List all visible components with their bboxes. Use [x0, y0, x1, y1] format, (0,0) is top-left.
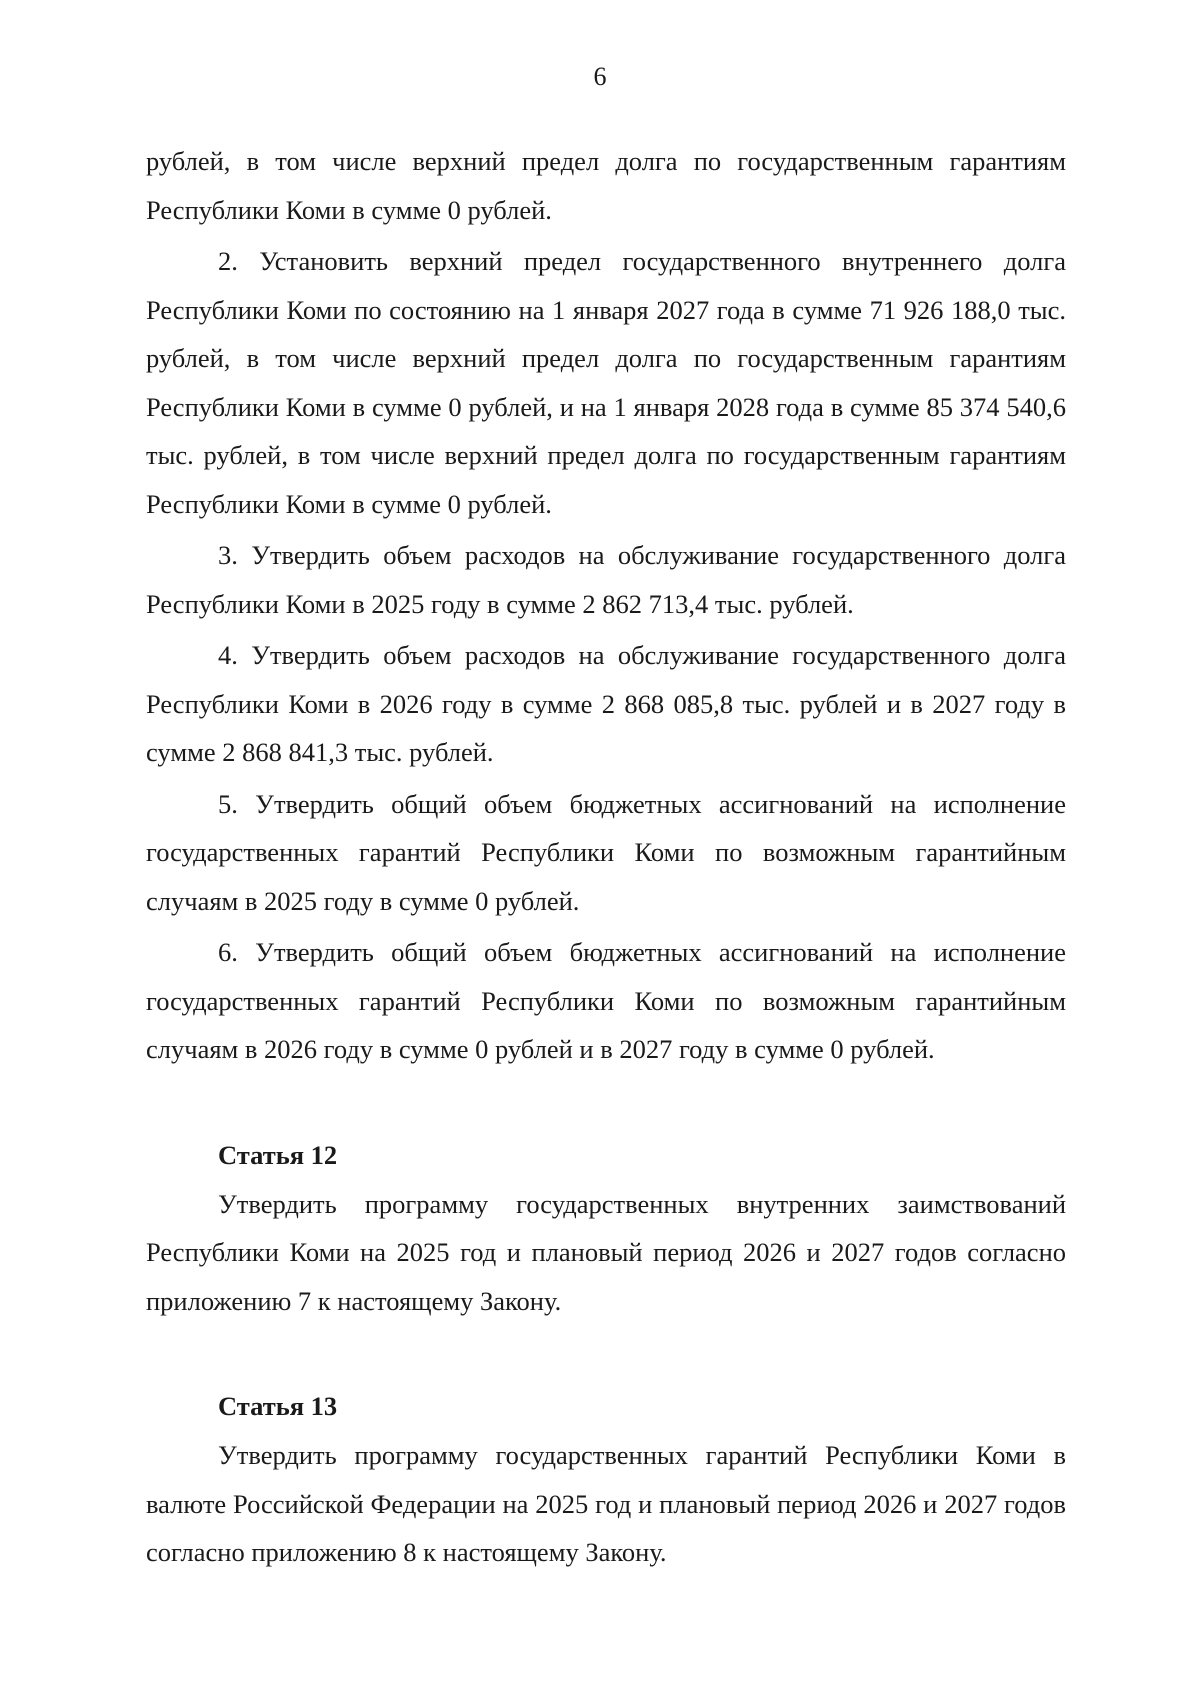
document-body	[146, 137, 1066, 1577]
paragraph-item-6: 6. Утвердить общий объем бюджетных ассигнований на исполнение государственных гарантий Республики Коми по возможным гарантийным случаям в 2026 году в сумме 0 рублей и в 2027 году в сумме 0 рублей.	[146, 937, 1066, 1064]
article-12-text: Утвердить программу государственных внутренних заимствований Республики Коми на 2025 год и плановый период 2026 и 2027 годов согласно приложению 7 к настоящему Закону.	[146, 1188, 1066, 1316]
paragraph-item-2: 2. Установить верхний предел государственного внутреннего долга Республики Коми по состоянию на 1 января 2027 года в сумме 71 926 188,0 тыс. рублей, в том числе верхний предел долга по государственным гарантиям Республики Коми в сумме 0 рублей, и на 1 января 2028 года в сумме 85 374 540,6 тыс. рублей, в том числе верхний предел долга по государственным гарантиям Республики Коми в сумме 0 рублей.	[146, 246, 1066, 519]
paragraph-item-5: 5. Утвердить общий объем бюджетных ассигнований на исполнение государственных гарантий Республики Коми по возможным гарантийным случаям в 2025 году в сумме 0 рублей.	[146, 788, 1066, 916]
page-number: 6	[593, 62, 607, 91]
article-13-heading: Статья 13	[218, 1391, 338, 1421]
paragraph-item-4: 4. Утвердить объем расходов на обслуживание государственного долга Республики Коми в 2026 году в сумме 2 868 085,8 тыс. рублей и в 2027 году в сумме 2 868 841,3 тыс. рублей.	[146, 640, 1066, 767]
paragraph-item-3: 3. Утвердить объем расходов на обслуживание государственного долга Республики Коми в 2025 году в сумме 2 862 713,4 тыс. рублей.	[146, 540, 1066, 619]
article-12-heading: Статья 12	[218, 1139, 338, 1170]
article-13-text: Утвердить программу государственных гарантий Республики Коми в валюте Российской Федерации на 2025 год и плановый период 2026 и 2027 годов согласно приложению 8 к настоящему Закону.	[146, 1440, 1066, 1567]
paragraph-continuation: рублей, в том числе верхний предел долга по государственным гарантиям Республики Коми в сумме 0 рублей.	[146, 146, 1066, 225]
